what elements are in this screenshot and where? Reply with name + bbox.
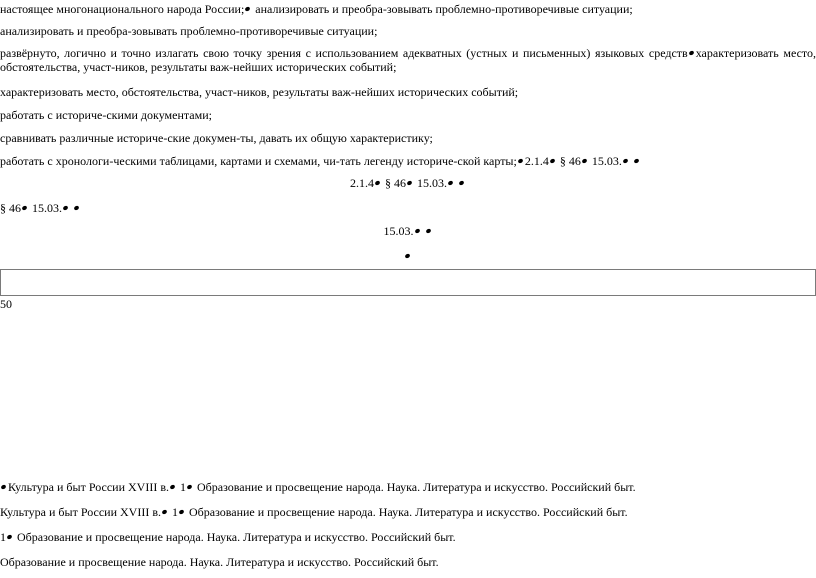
bullet-icon [73,205,79,211]
text-line-8 [0,176,816,190]
bullet-icon [425,228,431,234]
bullet-icon [374,180,380,186]
bullet-icon [6,534,12,540]
text-fragment: Образование и просвещение народа. Наука. Литература и искусство. Российский быт. [185,505,628,519]
text-fragment: 15.03. [383,224,414,238]
text-fragment: § 46 [0,201,21,215]
bullet-icon [0,484,6,490]
text-line-5 [0,108,212,122]
text-fragment: § 46 [382,176,406,190]
text-fragment: анализировать и преобра-зовывать проблемно-противоречивые ситуации; [0,24,378,38]
bullet-icon [404,253,410,259]
bullet-icon [517,158,523,164]
text-line-13 [0,505,628,519]
bullet-icon [406,180,412,186]
text-fragment: развёрнуто, логично и точно излагать свою точку зрения с использованием адекватных (устных и письменных) языковых средств [0,46,688,60]
text-line-15 [0,555,439,569]
text-fragment: Культура и быт России XVIII в. [0,505,161,519]
text-line-7 [0,154,641,168]
text-line-9 [0,201,81,215]
text-fragment: 1 [176,480,186,494]
text-fragment: 1 [168,505,178,519]
bullet-icon [161,509,167,515]
bullet-icon [169,484,175,490]
text-fragment: Образование и просвещение народа. Наука. Литература и искусство. Российский быт. [0,555,439,569]
text-line-2 [0,24,377,38]
bullet-icon [447,180,453,186]
text-fragment: Культура и быт России XVIII в. [8,480,169,494]
bullet-icon [62,205,68,211]
text-fragment: 2.1.4 [350,176,374,190]
bullet-icon [688,50,694,56]
text-fragment: 15.03. [29,201,62,215]
bullet-icon [21,205,27,211]
table-frame [0,269,816,296]
page-number: 50 [0,297,12,311]
text-fragment: анализировать и преобра-зовывать проблемно-противоречивые ситуации; [252,2,633,16]
text-fragment: 15.03. [414,176,447,190]
text-line-12 [0,480,636,494]
text-fragment: характеризовать место, обстоятельства, участ-ников, результаты важ-нейших исторических событий; [0,46,816,74]
bullet-icon [622,158,628,164]
text-line-6 [0,131,433,145]
text-fragment: работать с историче-скими документами; [0,108,212,122]
text-fragment: характеризовать место, обстоятельства, участ-ников, результаты важ-нейших исторических событий; [0,85,519,99]
text-line-4 [0,85,518,99]
text-fragment: 2.1.4 [524,154,549,168]
bullet-icon [549,158,555,164]
bullet-icon [633,158,639,164]
bullet-icon [581,158,587,164]
text-fragment: сравнивать различные историче-ские докумен-ты, давать их общую характеристику; [0,131,433,145]
bullet-icon [178,509,184,515]
text-paragraph-3 [0,46,816,74]
bullet-icon [414,228,420,234]
text-fragment: 15.03. [588,154,622,168]
text-fragment: Образование и просвещение народа. Наука. Литература и искусство. Российский быт. [193,480,636,494]
text-line-14 [0,530,456,544]
text-line-10 [0,224,816,238]
text-fragment: работать с хронологи-ческими таблицами, картами и схемами, чи-тать легенду историче-ской карты; [0,154,517,168]
bullet-icon [458,180,464,186]
text-fragment: настоящее многонационального народа России; [0,2,245,16]
text-line-11 [0,249,816,263]
text-line-1 [0,2,633,16]
bullet-icon [186,484,192,490]
text-fragment: § 46 [556,154,581,168]
text-fragment: Образование и просвещение народа. Наука. Литература и искусство. Российский быт. [14,530,456,544]
bullet-icon [245,6,251,12]
text-fragment: 1 [0,530,6,544]
